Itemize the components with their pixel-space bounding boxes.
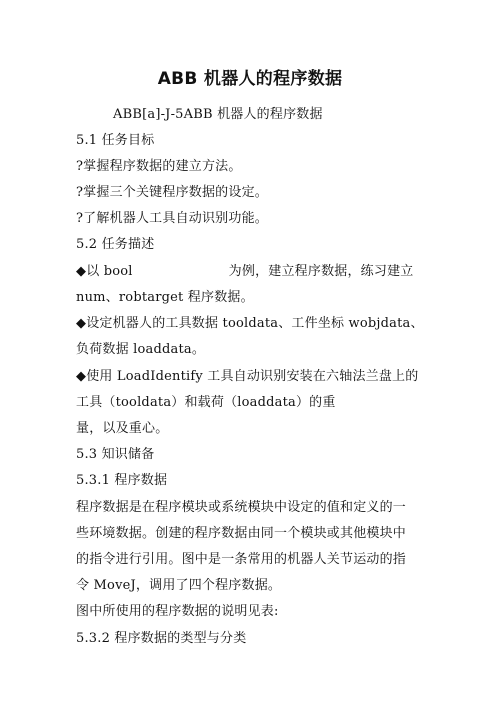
paragraph-line: 令 MoveJ，调用了四个程序数据。 bbox=[76, 578, 282, 593]
paragraph-line: num、robtarget 程序数据。 bbox=[76, 290, 254, 305]
paragraph-line: 量，以及重心。 bbox=[76, 421, 169, 436]
paragraph-line: 负荷数据 loaddata。 bbox=[76, 342, 206, 357]
paragraph-line: 程序数据是在程序模块或系统模块中设定的值和定义的一 bbox=[76, 500, 407, 515]
bullet-line bbox=[76, 263, 436, 281]
bullet-text-end: 为例，建立程序数据，练习建立 bbox=[228, 264, 414, 279]
paragraph-line: ?掌握三个关键程序数据的设定。 bbox=[76, 185, 268, 200]
paragraph-line: ?掌握程序数据的建立方法。 bbox=[76, 159, 242, 174]
section-heading-5-1: 5.1 任务目标 bbox=[76, 133, 155, 148]
bullet-line: ◆使用 LoadIdentify 工具自动识别安装在六轴法兰盘上的 bbox=[76, 369, 419, 384]
section-heading-5-2: 5.2 任务描述 bbox=[76, 237, 155, 252]
paragraph-line: ?了解机器人工具自动识别功能。 bbox=[76, 211, 268, 226]
bullet-line: ◆设定机器人的工具数据 tooldata、工件坐标 wobjdata、 bbox=[76, 316, 424, 331]
section-heading-5-3-1: 5.3.1 程序数据 bbox=[76, 473, 168, 488]
document-subtitle: ABB[a]-J-5ABB 机器人的程序数据 bbox=[113, 107, 323, 122]
section-heading-5-3-2: 5.3.2 程序数据的类型与分类 bbox=[76, 631, 247, 646]
bullet-text-start: ◆以 bool bbox=[76, 264, 133, 279]
paragraph-line: 的指令进行引用。图中是一条常用的机器人关节运动的指 bbox=[76, 552, 407, 567]
document-title: ABB 机器人的程序数据 bbox=[157, 69, 343, 89]
paragraph-line: 工具（tooldata）和载荷（loaddata）的重 bbox=[76, 395, 336, 410]
paragraph-line: 些环境数据。创建的程序数据由同一个模块或其他模块中 bbox=[76, 526, 407, 541]
paragraph-line: 图中所使用的程序数据的说明见表: bbox=[76, 604, 279, 619]
section-heading-5-3: 5.3 知识储备 bbox=[76, 447, 155, 462]
